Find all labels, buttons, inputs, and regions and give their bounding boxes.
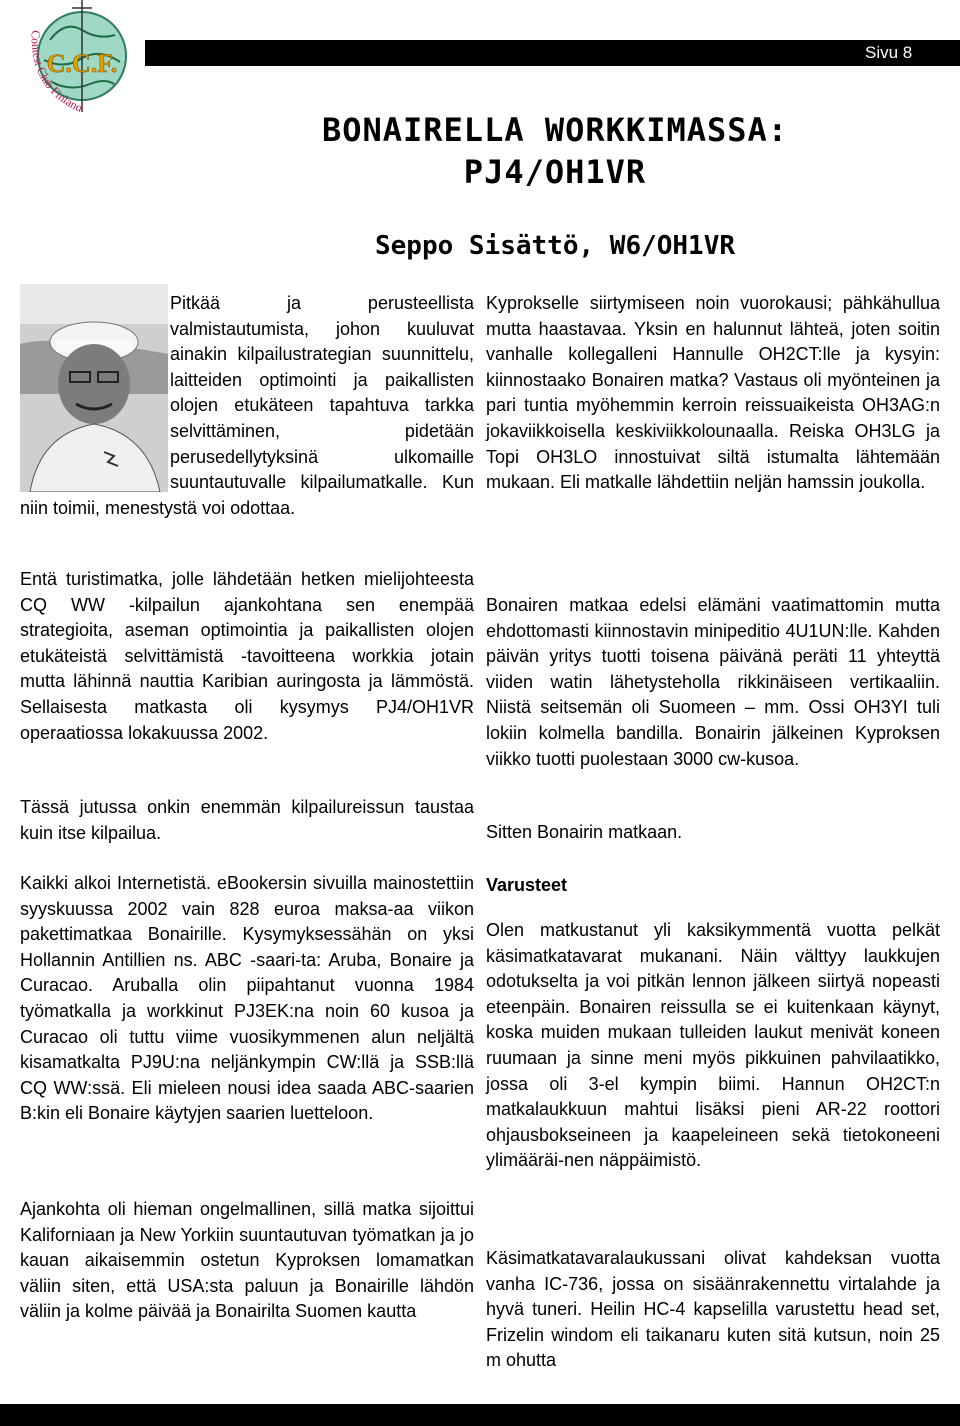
left-paragraph-5: Ajankohta oli hieman ongelmallinen, sillä matka sijoittui Kaliforniaan ja New Yorkiin suuntautuvan työmatkan ja jo kauan aikaisemmin ostetun Kyproksen lomamatkan väliin siten, että USA:sta paluun ja Bonairille lähdön väliin ja kolme päivää ja Bonairilta Suomen kautta [20, 1199, 474, 1322]
right-paragraph-4: Käsimatkatavaralaukussani olivat kahdeksan vuotta vanha IC-736, jossa on sisäänrakennettu virtalahde ja hyvä tuneri. Heilin HC-4 kapselilla varustettu head set, Frizelin windom eli taikanaru kuten sitä kutsun, noin 25 m ohutta [486, 1248, 940, 1371]
section-heading-varusteet: Varusteet [486, 875, 568, 895]
page-footer-bar [0, 1404, 960, 1426]
left-paragraph-3: Tässä jutussa onkin enemmän kilpailureissun taustaa kuin itse kilpailua. [20, 797, 474, 843]
article-title-line1: BONAIRELLA WORKKIMASSA: [321, 111, 789, 149]
right-paragraph-2: Bonairen matkaa edelsi elämäni vaatimattomin mutta ehdottomasti kiinnostavin minipeditio 4U1UN:lle. Kahden päivän yritys tuotti toisena päivänä peräti 11 yhteyttä viiden watin lähetysteholla rikkinäiseen vertikaaliin. Niistä seitsemän oli Suomeen – mm. Ossi OH3YI tuli lokiin kolmella bandilla. Bonairin jälkeinen Kyproksen viikko tuotti puolestaan 3000 cw-kusoa. [486, 595, 940, 769]
contest-club-finland-logo [20, 0, 132, 118]
page-number: Sivu 8 [865, 43, 913, 62]
right-paragraph-1: Kyprokselle siirtymiseen noin vuorokausi; pähkähullua mutta haastavaa. Yksin en halunnut lähteä, joten soitin vanhalle kollegalleni Hannulle OH2CT:lle ja kysyin: kiinnostaako Bonairen matka? Vastaus oli myönteinen ja pari tuntia myöhemmin kerroin reissuaikeista OH3AG:n jokaviikkoisella keskiviikkolounaalla. Reiska OH3LG ja Topi OH3LO innostuivat siltä istumalta lähtemään mukaan. Eli matkalle lähdettiin neljän hamssin joukolla. [486, 293, 940, 493]
right-paragraph-2b: Sitten Bonairin matkaan. [486, 822, 683, 842]
left-paragraph-4: Kaikki alkoi Internetistä. eBookersin sivuilla mainostettiin syyskuussa 2002 vain 828 euroa maksa-aa viikon pakettimatkaa Bonairille. Kysymyksessähän on yksi Hollannin Antillien ns. ABC -saari-ta: Aruba, Bonaire ja Curacao. Aruballa olin piipahtanut vuonna 1984 työmatkalla ja workkinut PJ3EK:na noin 60 kusoa ja Curacao oli tuttu viime vuosikymmenen alun neljältä kisamatkalta PJ9U:na neljänkympin CW:llä ja SSB:llä CQ WW:ssä. Eli mieleen nousi idea saada ABC-saarien B:kin eli Bonaire käytyjen saarien luetteloon. [20, 873, 474, 1124]
right-paragraph-3: Olen matkustanut yli kaksikymmentä vuotta pelkät käsimatkatavarat mukanani. Näin välttyy laukkujen odotukselta ja voi pitkän lennon jälkeen siirtyä nopeasti eteenpäin. Bonairen reissulla se ei kuitenkaan käynyt, koska muiden mukaan tulleiden laukut menivät koneen ruumaan ja sinne meni myös pikkuinen pahvilaatikko, jossa oli 3-el kympin biimi. Hannun OH2CT:n matkalaukkuun mahtui lisäksi pieni AR-22 roottori ohjausbokseineen ja kaapeleineen sekä tietokoneeni ylimääräi-nen näppäimistö. [486, 920, 940, 1171]
left-paragraph-1: Pitkää ja perusteellista valmistautumista, johon kuuluvat ainakin kilpailustrategian suunnittelu, laitteiden optimointi ja paikallisten olojen etukäteen tapahtuva tarkka selvittäminen, pidetään perusedellytyksinä ulkomaille suuntautuvalle kilpailumatkalle. Kun niin toimii, menestystä voi odottaa. [20, 293, 474, 518]
left-paragraph-2: Entä turistimatka, jolle lähdetään hetken mielijohteesta CQ WW -kilpailun ajankohtana sen enempää strategioita, aseman optimointia ja paikallisten olojen etukäteistä selvittämistä -tavoitteena workkia jotain mutta lähinnä nauttia Karibian auringosta ja lämmöstä. Sellaisesta matkasta oli kysymys PJ4/OH1VR operaatiossa lokakuussa 2002. [20, 569, 474, 743]
article-author: Seppo Sisättö, W6/OH1VR [374, 231, 736, 261]
svg-text:C.C.F.: C.C.F. [46, 49, 118, 78]
svg-text:Contest Club Finland: Contest Club Finland [28, 30, 85, 115]
article-title-line2: PJ4/OH1VR [463, 153, 647, 191]
page-header-bar [145, 40, 960, 66]
